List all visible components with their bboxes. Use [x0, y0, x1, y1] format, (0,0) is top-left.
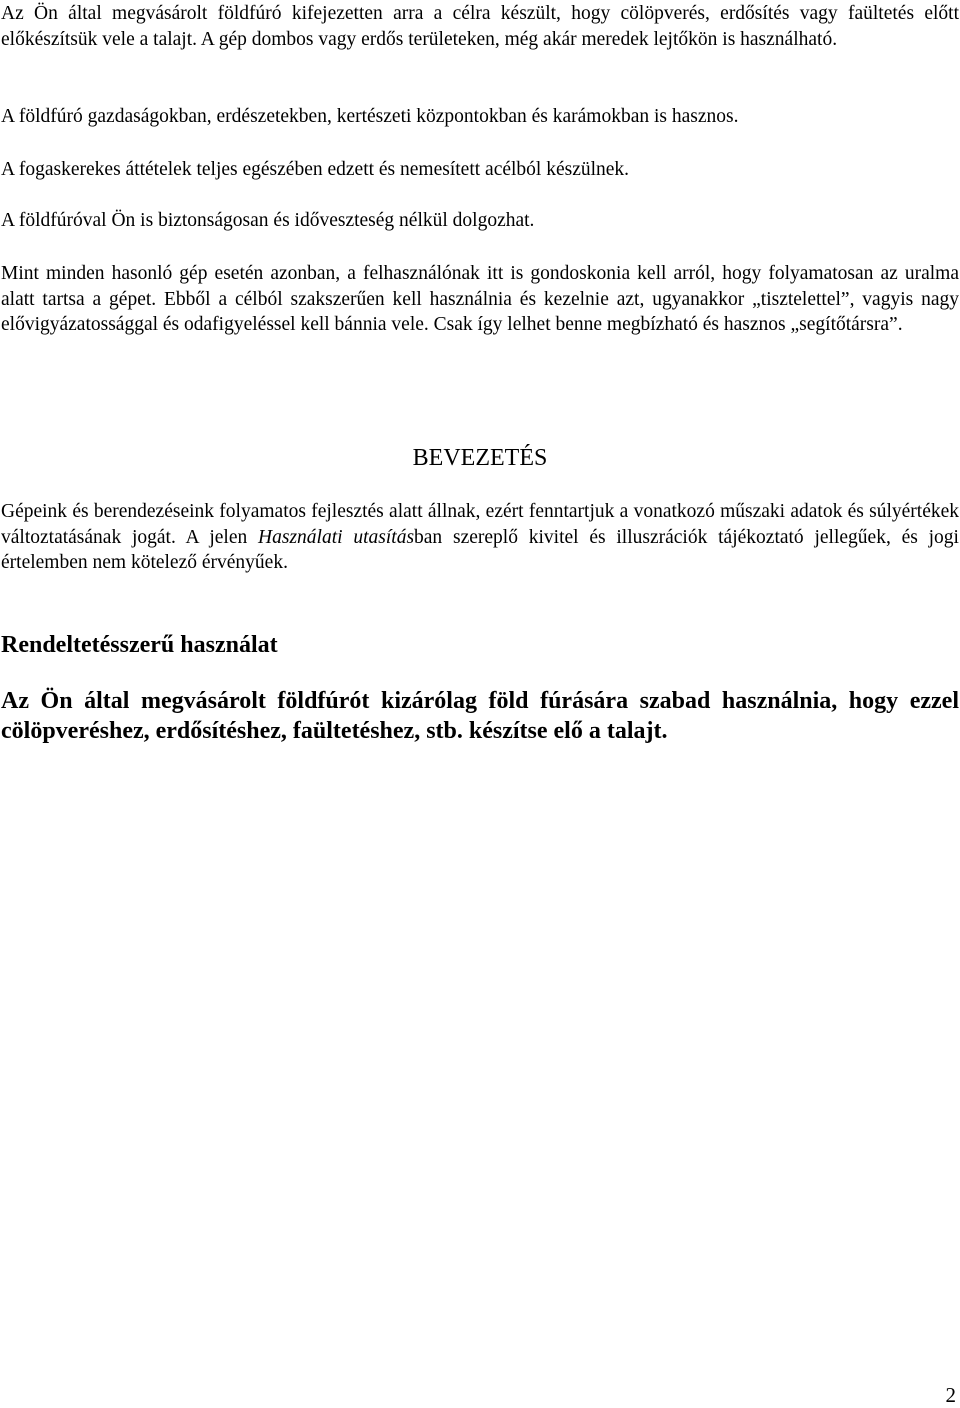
- intro-paragraph-gears: A fogaskerekes áttételek teljes egészében edzett és nemesített acélból készülnek.: [1, 159, 630, 180]
- introduction-text-italic: Használati utasítás: [258, 526, 415, 548]
- section-title-intended-use: Rendeltetésszerű használat: [1, 632, 278, 658]
- introduction-text-after: ban szereplő kivitel és illuszrációk tájékoztató jellegűek, és jogi értelemben nem kötelező érvényűek.: [1, 526, 959, 573]
- page-number: 2: [945, 1383, 956, 1407]
- introduction-paragraph: [1, 499, 959, 576]
- intro-paragraph-user-care: Mint minden hasonló gép esetén azonban, a felhasználónak itt is gondoskonia kell arról, hogy folyamatosan az uralma alatt tartsa a gépet. Ebből a célból szakszerűen kell használnia és kezelnie azt, ugyanakkor „tisztelettel”, vagyis nagy elővigyázatossággal és odafigyeléssel kell bánnia vele. Csak így lelhet benne megbízható és hasznos „segítőtársra”.: [1, 263, 959, 335]
- intro-paragraph-safety: A földfúróval Ön is biztonságosan és időveszteség nélkül dolgozhat.: [1, 210, 535, 231]
- introduction-text-before: Gépeink és berendezéseink folyamatos fejlesztés alatt állnak, ezért fenntartjuk a vonatkozó műszaki adatok és súlyértékek változtatásának jogát. A jelen: [1, 501, 959, 548]
- intended-use-paragraph: Az Ön által megvásárolt földfúrót kizárólag föld fúrására szabad használnia, hogy ezzel cölöpveréshez, erdősítéshez, faültetéshez, stb. készítse elő a talajt.: [1, 688, 959, 744]
- intro-paragraph-usage-places: A földfúró gazdaságokban, erdészetekben, kertészeti központokban és karámokban is hasznos.: [1, 106, 739, 127]
- section-title-introduction: BEVEZETÉS: [412, 445, 548, 471]
- intro-paragraph-purpose: Az Ön által megvásárolt földfúró kifejezetten arra a célra készült, hogy cölöpverés, erdősítés vagy faültetés előtt előkészítsük vele a talajt. A gép dombos vagy erdős területeken, még akár meredek lejtőkön is használható.: [1, 3, 959, 50]
